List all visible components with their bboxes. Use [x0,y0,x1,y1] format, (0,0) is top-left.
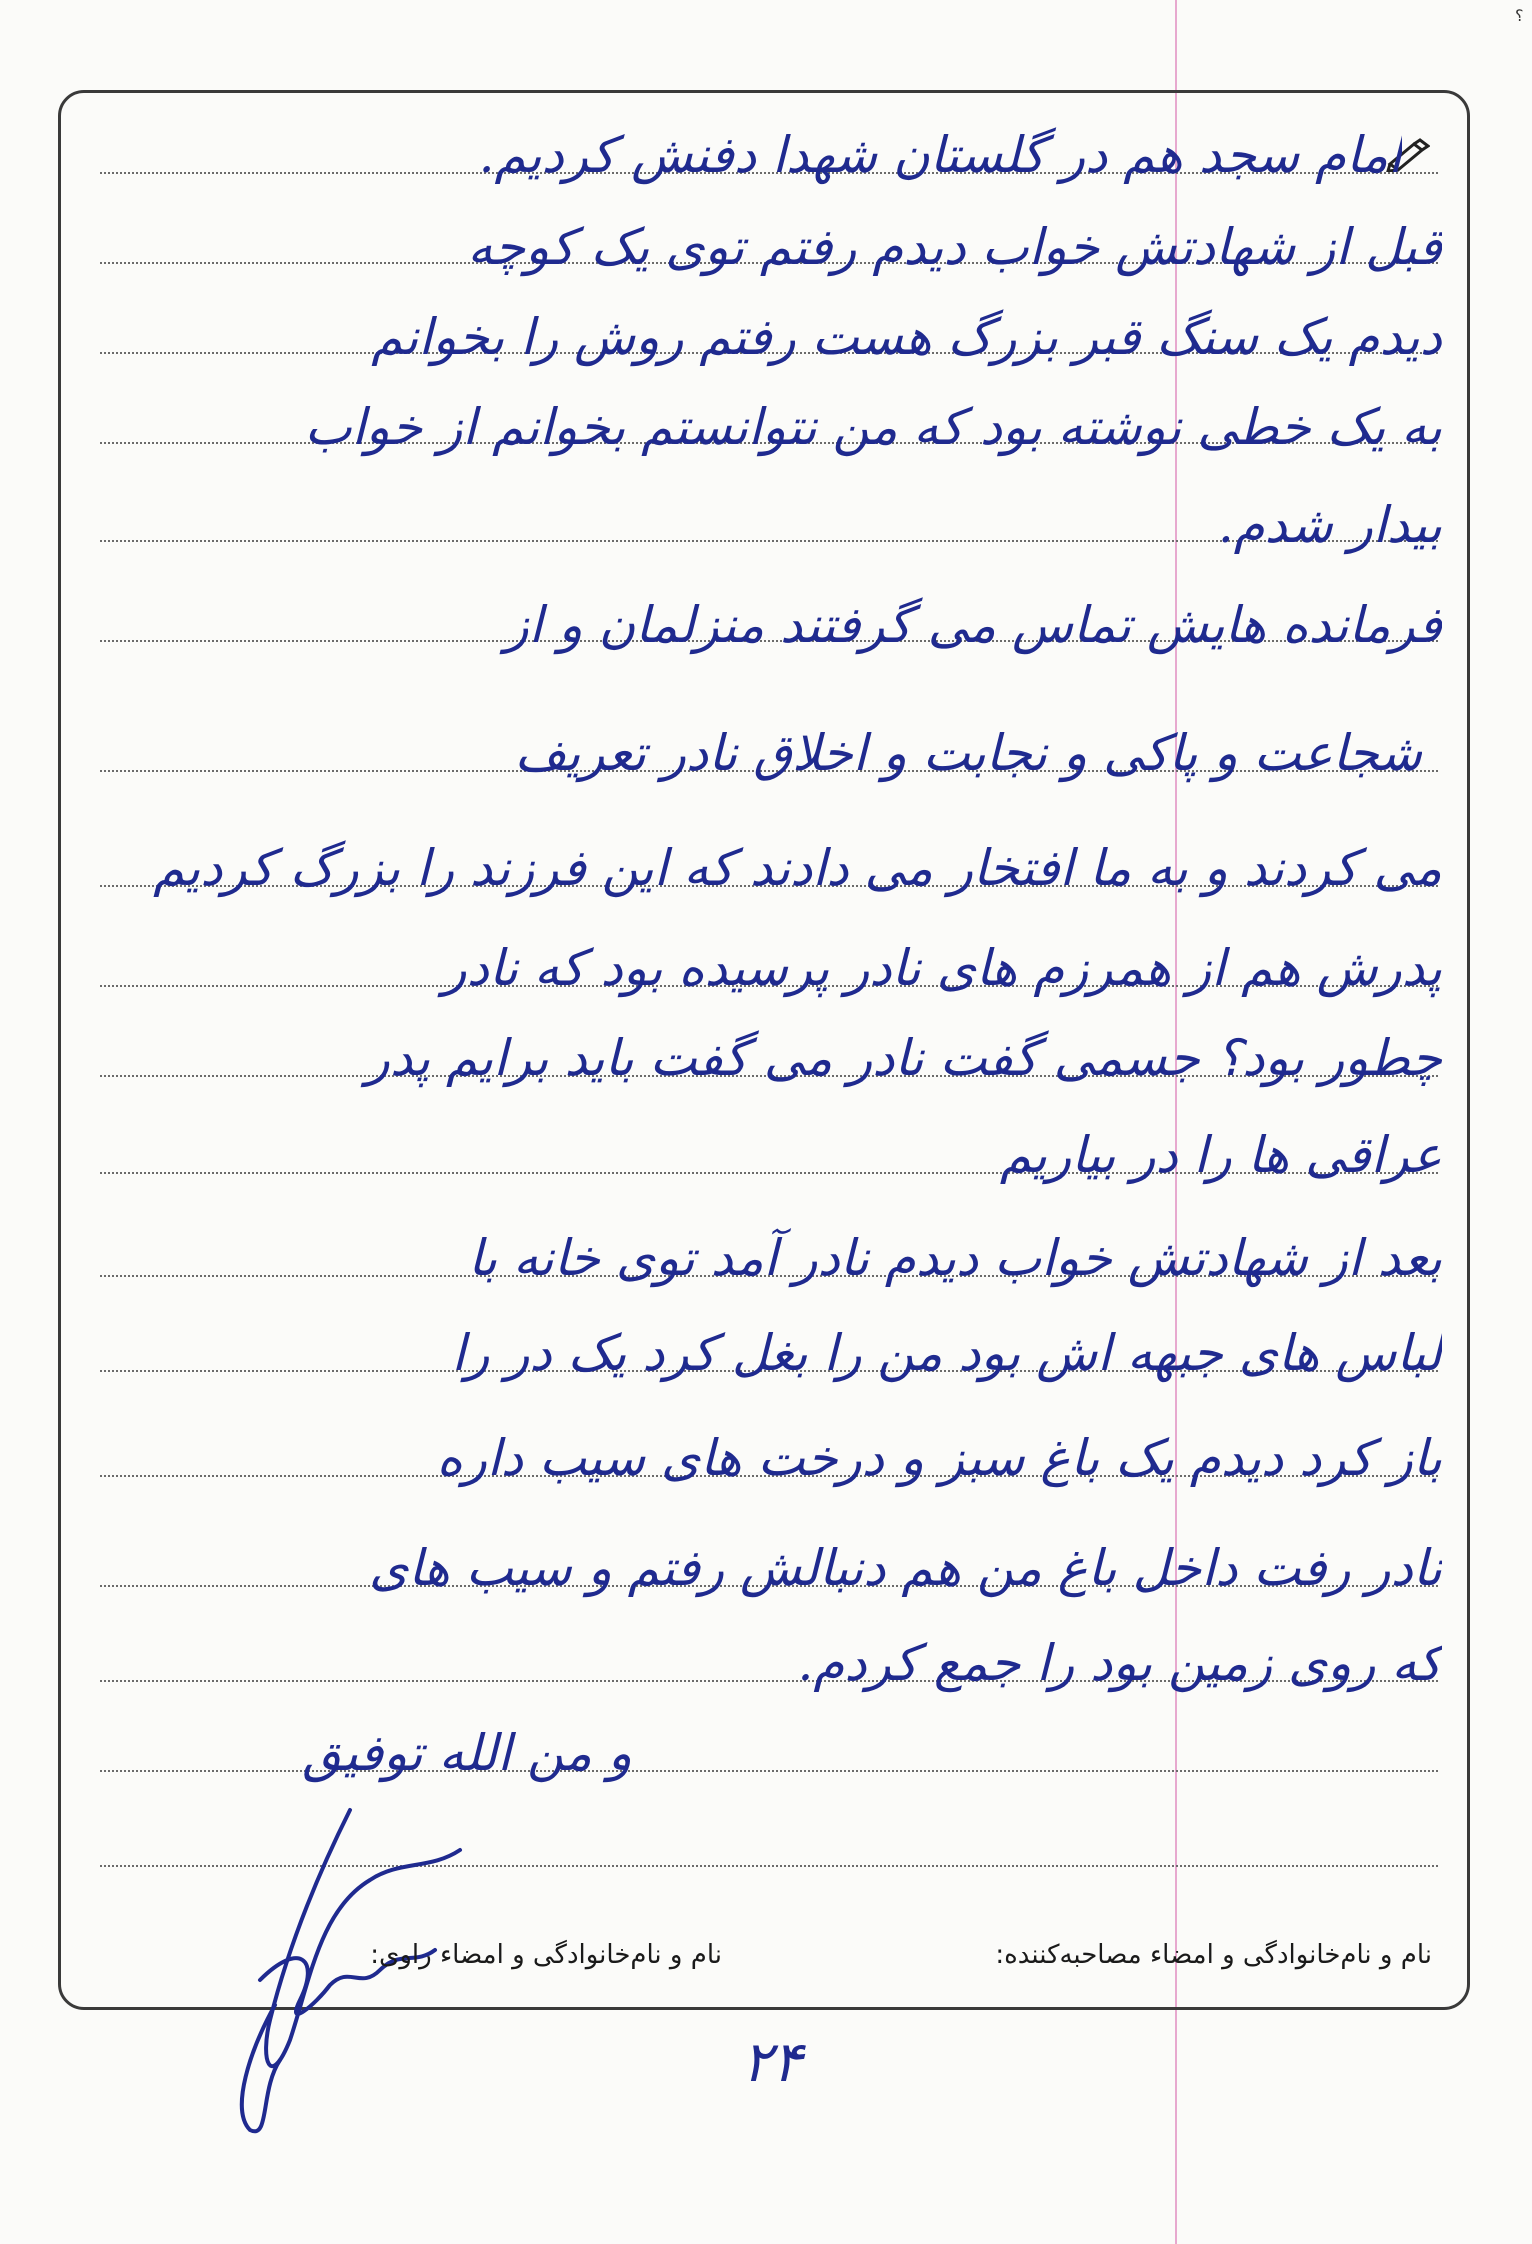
handwritten-line-2: قبل از شهادتش خواب دیدم رفتم توی یک کوچه [467,218,1442,276]
handwritten-closing: و من الله توفیق [302,1724,632,1782]
handwritten-line-9: پدرش هم از همرزم های نادر پرسیده بود که نادر [442,939,1442,997]
narrator-signature [230,1790,490,2150]
handwritten-line-5: بیدار شدم. [1217,496,1442,554]
handwritten-line-6: فرمانده هایش تماس می گرفتند منزلمان و از [504,596,1442,654]
handwritten-line-15: نادر رفت داخل باغ من هم دنبالش رفتم و سیب های [369,1539,1442,1597]
handwritten-line-3: دیدم یک سنگ قبر بزرگ هست رفتم روش را بخوانم [371,308,1442,366]
handwritten-line-4: به یک خطی نوشته بود که من نتوانستم بخوانم از خواب [304,398,1442,456]
handwritten-line-7: شجاعت و پاکی و نجابت و اخلاق نادر تعریف [514,724,1422,782]
handwritten-line-8: می کردند و به ما افتخار می دادند که این فرزند را بزرگ کردیم [153,839,1442,897]
handwritten-line-13: لباس های جبهه اش بود من را بغل کرد یک در را [451,1324,1442,1382]
corner-mark: ؟ [1515,6,1524,25]
handwritten-line-16: که روی زمین بود را جمع کردم. [797,1634,1442,1692]
handwritten-line-10: چطور بود؟ جسمی گفت نادر می گفت باید برایم پدر [365,1029,1442,1087]
handwritten-line-12: بعد از شهادتش خواب دیدم نادر آمد توی خانه با [468,1229,1442,1287]
interviewer-signature-label: نام و نام‌خانوادگی و امضاء مصاحبه‌کننده: [995,1940,1432,1970]
handwritten-line-14: باز کرد دیدم یک باغ سبز و درخت های سیب داره [436,1429,1442,1487]
narrator-signature-label: نام و نام‌خانوادگی و امضاء راوی: [370,1940,722,1970]
handwritten-line-11: عراقی ها را در بیاریم [999,1126,1442,1184]
handwritten-line-1: امام سجد هم در گلستان شهدا دفنش کردیم. [478,126,1402,184]
page-number: ۲۴ [742,2030,803,2095]
